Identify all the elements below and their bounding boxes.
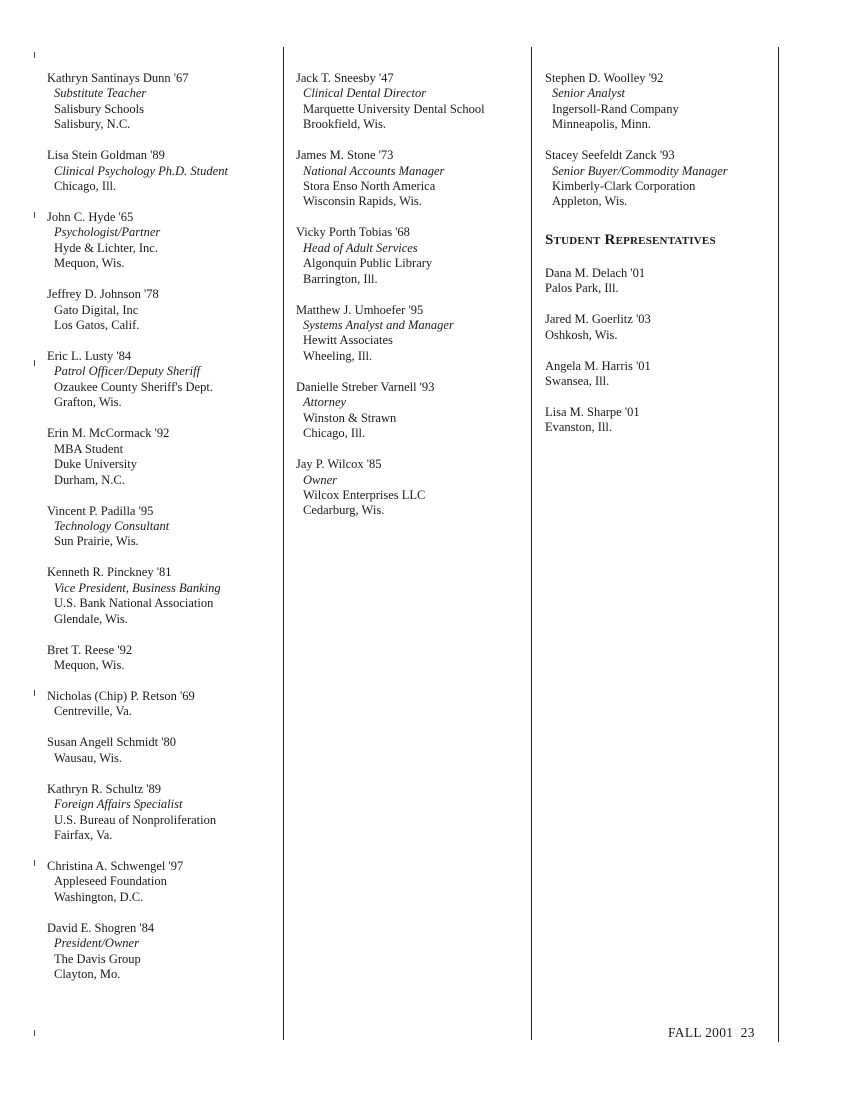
directory-entry: [47, 689, 228, 720]
entry-detail-line: Hewitt Associates: [303, 333, 393, 348]
entry-detail-line: Minneapolis, Minn.: [552, 117, 651, 132]
directory-entry: [296, 225, 485, 287]
entry-detail-line: Clayton, Mo.: [54, 967, 121, 981]
entry-job-title: Senior Buyer/Commodity Manager: [552, 163, 728, 178]
entry-job-title: Attorney: [303, 395, 347, 410]
entry-detail-line: Mequon, Wis.: [54, 657, 125, 672]
entry-job-title: President/Owner: [54, 936, 139, 951]
entry-detail-line: Marquette University Dental School: [303, 101, 485, 116]
directory-entry: [47, 565, 228, 627]
entry-detail-line: Cedarburg, Wis.: [303, 503, 385, 518]
entry-name: Jay P. Wilcox '85: [296, 457, 382, 472]
student-name: Lisa M. Sharpe '01: [545, 405, 640, 420]
entry-job-title: Systems Analyst and Manager: [303, 318, 454, 333]
column-rule-3: [778, 47, 779, 1042]
entry-detail-line: MBA Student: [54, 441, 124, 456]
entry-detail-line: Appleton, Wis.: [552, 194, 628, 209]
entry-name: Kathryn Santinays Dunn '67: [47, 71, 189, 85]
directory-entry: [296, 380, 485, 442]
directory-entry: [545, 148, 728, 210]
margin-tick: [34, 52, 35, 58]
student-location: Palos Park, Ill.: [545, 281, 619, 296]
entry-detail-line: Algonquin Public Library: [303, 256, 433, 271]
student-location: Evanston, Ill.: [545, 420, 613, 435]
student-location: Oshkosh, Wis.: [545, 327, 618, 342]
directory-entry: [545, 71, 728, 133]
student-representatives-list: [545, 266, 728, 436]
entry-name: Kathryn R. Schultz '89: [47, 781, 162, 796]
entry-detail-line: Winston & Strawn: [303, 410, 397, 425]
entry-detail-line: Salisbury, N.C.: [54, 117, 131, 132]
student-name: Dana M. Delach '01: [545, 265, 646, 280]
entry-name: James M. Stone '73: [296, 148, 394, 163]
entry-name: Matthew J. Umhoefer '95: [296, 302, 424, 317]
entry-job-title: Clinical Psychology Ph.D. Student: [54, 163, 228, 178]
entry-name: Lisa Stein Goldman '89: [47, 148, 165, 163]
entry-detail-line: Mequon, Wis.: [54, 256, 125, 271]
entry-detail-line: Duke University: [54, 457, 137, 472]
directory-entry: [47, 735, 228, 766]
entry-name: Christina A. Schwengel '97: [47, 858, 184, 873]
directory-entry: [47, 426, 228, 488]
entry-name: David E. Shogren '84: [47, 920, 155, 935]
directory-entry: [47, 210, 228, 272]
alumni-entries: [545, 71, 728, 210]
student-entry: [545, 359, 728, 390]
entry-job-title: Senior Analyst: [552, 86, 626, 101]
column-rule-2: [531, 47, 532, 1040]
entry-job-title: Foreign Affairs Specialist: [54, 797, 183, 812]
entry-detail-line: Hyde & Lichter, Inc.: [54, 240, 158, 255]
entry-name: Bret T. Reese '92: [47, 642, 133, 657]
student-entry: [545, 312, 728, 343]
entry-detail-line: Wheeling, Ill.: [303, 348, 373, 363]
student-entry: [545, 266, 728, 297]
directory-entry: [47, 287, 228, 333]
entry-detail-line: Glendale, Wis.: [54, 611, 128, 626]
margin-tick: [34, 212, 35, 218]
entry-name: Jack T. Sneesby '47: [296, 71, 394, 85]
entry-name: Nicholas (Chip) P. Retson '69: [47, 688, 195, 703]
entry-detail-line: Wisconsin Rapids, Wis.: [303, 194, 422, 209]
entry-detail-line: Stora Enso North America: [303, 179, 436, 194]
entry-name: John C. Hyde '65: [47, 210, 134, 225]
entry-detail-line: Centreville, Va.: [54, 704, 132, 719]
directory-entry: [296, 71, 485, 133]
margin-tick: [34, 360, 35, 366]
entry-job-title: Vice President, Business Banking: [54, 580, 221, 595]
margin-tick: [34, 1030, 35, 1036]
entry-detail-line: Ozaukee County Sheriff's Dept.: [54, 379, 213, 394]
column-rule-1: [283, 47, 284, 1040]
entry-name: Kenneth R. Pinckney '81: [47, 565, 172, 580]
student-name: Angela M. Harris '01: [545, 358, 651, 373]
entry-detail-line: Los Gatos, Calif.: [54, 318, 140, 333]
entry-detail-line: U.S. Bank National Association: [54, 596, 214, 611]
entry-job-title: Patrol Officer/Deputy Sheriff: [54, 364, 201, 379]
entry-name: Stephen D. Woolley '92: [545, 71, 664, 85]
entry-detail-line: Grafton, Wis.: [54, 395, 122, 410]
directory-entry: [47, 148, 228, 194]
entry-job-title: Substitute Teacher: [54, 86, 147, 101]
entry-name: Vincent P. Padilla '95: [47, 503, 154, 518]
page-footer: FALL 2001 23: [668, 1025, 755, 1040]
directory-entry: [296, 148, 485, 210]
directory-entry: [47, 504, 228, 550]
entry-job-title: National Accounts Manager: [303, 163, 445, 178]
directory-entry: [47, 349, 228, 411]
directory-entry: [296, 457, 485, 519]
entry-name: Eric L. Lusty '84: [47, 349, 132, 364]
entry-job-title: Head of Adult Services: [303, 240, 418, 255]
entry-detail-line: Gato Digital, Inc: [54, 302, 139, 317]
entry-detail-line: Chicago, Ill.: [54, 179, 117, 194]
directory-entry: [47, 859, 228, 905]
directory-entry: [296, 303, 485, 365]
entry-name: Jeffrey D. Johnson '78: [47, 287, 159, 302]
entry-detail-line: Salisbury Schools: [54, 101, 144, 116]
entry-job-title: Owner: [303, 472, 338, 487]
entry-name: Stacey Seefeldt Zanck '93: [545, 148, 675, 163]
student-entry: [545, 405, 728, 436]
entry-detail-line: U.S. Bureau of Nonproliferation: [54, 812, 217, 827]
entry-detail-line: Chicago, Ill.: [303, 426, 366, 441]
entry-detail-line: The Davis Group: [54, 951, 141, 966]
directory-entry: [47, 71, 228, 133]
entry-name: Danielle Streber Varnell '93: [296, 379, 435, 394]
student-name: Jared M. Goerlitz '03: [545, 312, 651, 327]
margin-tick: [34, 690, 35, 696]
entry-detail-line: Wilcox Enterprises LLC: [303, 487, 426, 502]
entry-detail-line: Ingersoll-Rand Company: [552, 101, 679, 116]
directory-entry: [47, 643, 228, 674]
entry-name: Vicky Porth Tobias '68: [296, 225, 410, 240]
student-location: Swansea, Ill.: [545, 374, 610, 389]
entry-detail-line: Kimberly-Clark Corporation: [552, 179, 696, 194]
entry-detail-line: Fairfax, Va.: [54, 827, 113, 842]
student-representatives-heading: Student Representatives: [545, 231, 716, 248]
entry-detail-line: Durham, N.C.: [54, 472, 125, 487]
alumni-column-1: [47, 71, 228, 998]
entry-detail-line: Barrington, Ill.: [303, 271, 378, 286]
entry-name: Erin M. McCormack '92: [47, 426, 170, 441]
entry-detail-line: Brookfield, Wis.: [303, 117, 386, 132]
entry-detail-line: Sun Prairie, Wis.: [54, 534, 139, 549]
entry-detail-line: Washington, D.C.: [54, 889, 144, 904]
entry-job-title: Clinical Dental Director: [303, 86, 427, 101]
alumni-column-2: [296, 71, 485, 534]
margin-tick: [34, 860, 35, 866]
entry-job-title: Psychologist/Partner: [54, 225, 161, 240]
entry-detail-line: Appleseed Foundation: [54, 874, 167, 889]
entry-name: Susan Angell Schmidt '80: [47, 735, 176, 750]
directory-entry: [47, 921, 228, 983]
alumni-column-3: [545, 71, 728, 451]
entry-job-title: Technology Consultant: [54, 518, 170, 533]
directory-entry: [47, 782, 228, 844]
entry-detail-line: Wausau, Wis.: [54, 750, 123, 765]
